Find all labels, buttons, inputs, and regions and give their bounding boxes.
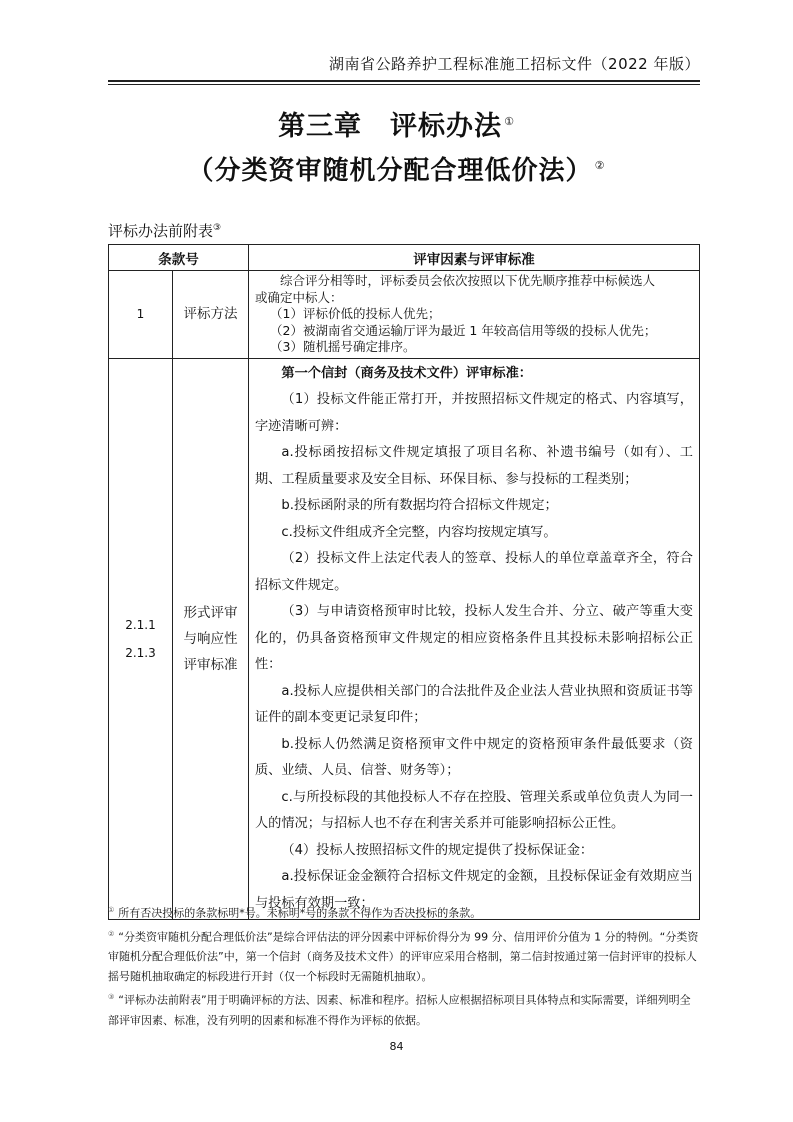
clause-number bbox=[109, 358, 173, 920]
page-number: 84 bbox=[389, 1040, 404, 1053]
text-line: （3）随机摇号确定排序。 bbox=[270, 339, 416, 354]
table-row bbox=[109, 358, 700, 920]
paragraph: a.投标函按招标文件规定填报了项目名称、补遗书编号（如有）、工期、工程质量要求及安全目标、环保目标、参与投标的工程类别； bbox=[255, 445, 693, 487]
header-clause-number: 条款号 bbox=[109, 245, 249, 271]
text-line: （1）评标价低的投标人优先； bbox=[270, 306, 441, 321]
chapter-title-text: 第三章 评标办法 bbox=[278, 111, 503, 142]
header-criteria: 评审因素与评审标准 bbox=[249, 245, 700, 271]
category-line: 形式评审 bbox=[183, 604, 238, 621]
paragraph: （3）与申请资格预审时比较，投标人发生合并、分立、破产等重大变化的，仍具备资格预审文件规定的相应资格条件且其投标未影响招标公正性： bbox=[255, 604, 693, 672]
chapter-title bbox=[0, 104, 793, 143]
clause-description bbox=[249, 358, 700, 920]
clause-category bbox=[173, 358, 249, 920]
method-subtitle-text: （分类资审随机分配合理低价法） bbox=[187, 156, 593, 186]
footnote-mark: ② bbox=[108, 929, 115, 938]
text-line: （2）被湖南省交通运输厅评为最近 1 年较高信用等级的投标人优先； bbox=[270, 322, 657, 338]
criteria-heading: 第一个信封（商务及技术文件）评审标准： bbox=[281, 365, 532, 381]
footnote-mark-3: ③ bbox=[213, 223, 222, 233]
footnote bbox=[108, 924, 700, 988]
footnote bbox=[108, 987, 700, 1031]
table-header-row bbox=[109, 245, 700, 271]
paragraph: a.投标保证金金额符合招标文件规定的金额，且投标保证金有效期应当与投标有效期一致； bbox=[255, 869, 693, 911]
clause-category: 评标方法 bbox=[173, 271, 249, 359]
text-line: 综合评分相等时，评标委员会依次按照以下优先顺序推荐中标候选人 bbox=[280, 273, 656, 288]
table-title bbox=[108, 220, 221, 241]
clause-description bbox=[249, 271, 700, 359]
clause-number-start: 2.1.1 bbox=[125, 617, 156, 632]
paragraph: （4）投标人按照招标文件的规定提供了投标保证金： bbox=[281, 842, 594, 858]
paragraph: c.投标文件组成齐全完整，内容均按规定填写。 bbox=[281, 524, 557, 540]
footnote-mark: ① bbox=[108, 906, 115, 914]
table-row bbox=[109, 271, 700, 359]
category-line: 与响应性 bbox=[183, 630, 238, 647]
method-subtitle bbox=[0, 150, 793, 187]
clause-number-end: 2.1.3 bbox=[125, 645, 156, 660]
page-header: 湖南省公路养护工程标准施工招标文件（2022 年版） bbox=[108, 53, 700, 82]
footnote bbox=[108, 900, 700, 924]
table-title-text: 评标办法前附表 bbox=[108, 222, 214, 240]
footnote-text: “评标办法前附表”用于明确评标的方法、因素、标准和程序。招标人应根据招标项目具体特点和实际需要，详细列明全部评审因素、标准，没有列明的因素和标准不得作为评标的依据。 bbox=[108, 993, 691, 1027]
paragraph: c.与所投标段的其他投标人不存在控股、管理关系或单位负责人为同一人的情况；与招标人也不存在利害关系并可能影响招标公正性。 bbox=[255, 789, 693, 831]
paragraph: b.投标函附录的所有数据均符合招标文件规定； bbox=[281, 498, 558, 513]
paragraph: （1）投标文件能正常打开，并按照招标文件规定的格式、内容填写，字迹清晰可辨： bbox=[255, 392, 693, 434]
footnote-mark-1: ① bbox=[504, 115, 515, 128]
footnote-mark: ③ bbox=[108, 993, 115, 1002]
paragraph: b.投标人仍然满足资格预审文件中规定的资格预审条件最低要求（资质、业绩、人员、信誉、财务等）； bbox=[255, 736, 693, 778]
footnotes bbox=[108, 900, 700, 1031]
clause-number: 1 bbox=[109, 271, 173, 359]
footnote-text: 所有否决投标的条款标明*号。未标明*号的条款不得作为否决投标的条款。 bbox=[118, 906, 482, 920]
footnote-mark-2: ② bbox=[594, 159, 606, 173]
category-line: 评审标准 bbox=[183, 656, 238, 673]
paragraph: （2）投标文件上法定代表人的签章、投标人的单位章盖章齐全，符合招标文件规定。 bbox=[255, 551, 693, 593]
footnote-text: “分类资审随机分配合理低价法”是综合评估法的评分因素中评标价得分为 99 分、信用评价分值为 1 分的特例。“分类资审随机分配合理低价法”中，第一个信封（商务及技术文件）的评审应采用合格制，第二信封按通过第一信封评审的投标人摇号随机抽取确定的标段进行开封（仅一个标段时无需随机抽取）。 bbox=[108, 930, 699, 984]
paragraph: a.投标人应提供相关部门的合法批件及企业法人营业执照和资质证书等证件的副本变更记录复印件； bbox=[255, 683, 693, 725]
evaluation-table bbox=[108, 244, 700, 920]
text-line: 或确定中标人： bbox=[255, 289, 343, 305]
